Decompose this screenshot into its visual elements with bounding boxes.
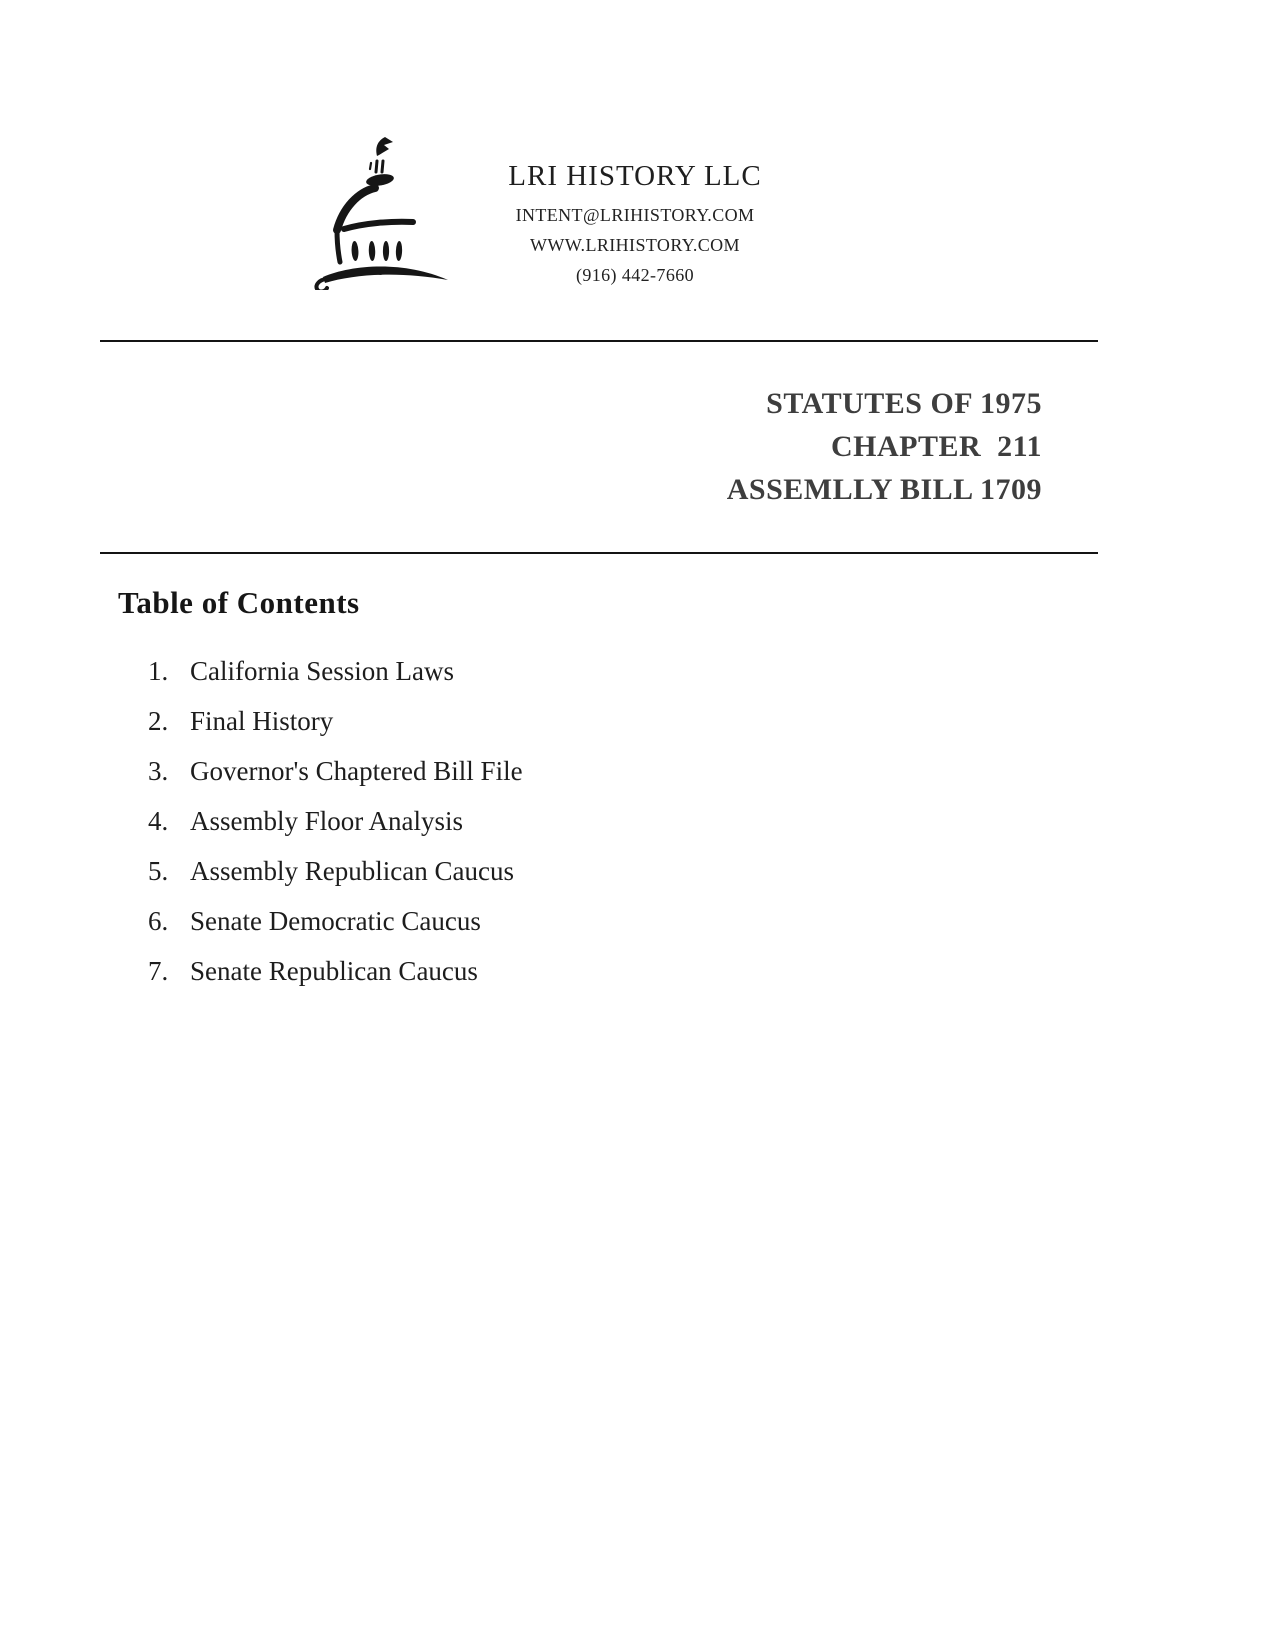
toc-item-label: Assembly Floor Analysis — [190, 806, 464, 836]
toc-item-label: California Session Laws — [190, 656, 454, 686]
toc-item — [148, 746, 523, 796]
letterhead — [455, 158, 815, 290]
toc-item — [148, 646, 523, 696]
toc-item — [148, 846, 523, 896]
divider-top — [100, 340, 1098, 342]
company-phone: (916) 442-7660 — [575, 265, 695, 285]
statutes-line: STATUTES OF 1975 — [766, 387, 1042, 420]
company-website: WWW.LRIHISTORY.COM — [530, 235, 740, 255]
toc-item-number: 4. — [148, 806, 169, 836]
toc-item-label: Senate Republican Caucus — [190, 956, 478, 986]
toc-item-number: 7. — [148, 956, 169, 986]
toc-item-label: Governor's Chaptered Bill File — [190, 756, 523, 786]
toc-item — [148, 896, 523, 946]
chapter-line: CHAPTER 211 — [830, 430, 1042, 463]
toc-item-label: Assembly Republican Caucus — [190, 856, 514, 886]
toc-item-label: Senate Democratic Caucus — [190, 906, 481, 936]
document-title-block — [727, 382, 1042, 511]
capitol-dome-icon — [313, 130, 453, 290]
toc-item — [148, 696, 523, 746]
toc-list — [148, 646, 523, 996]
toc-item-number: 1. — [148, 656, 169, 686]
company-name: LRI HISTORY LLC — [508, 160, 762, 192]
toc-item-number: 3. — [148, 756, 169, 786]
assembly-bill-line: ASSEMLLY BILL 1709 — [726, 473, 1042, 506]
toc-heading: Table of Contents — [118, 585, 360, 620]
toc-item-label: Final History — [190, 706, 334, 736]
toc-item-number: 2. — [148, 706, 169, 736]
toc-item — [148, 946, 523, 996]
company-email: INTENT@LRIHISTORY.COM — [515, 205, 755, 225]
divider-bottom — [100, 552, 1098, 554]
capitol-dome-logo — [313, 130, 453, 290]
toc-item-number: 6. — [148, 906, 169, 936]
toc-item-number: 5. — [148, 856, 169, 886]
toc-item — [148, 796, 523, 846]
